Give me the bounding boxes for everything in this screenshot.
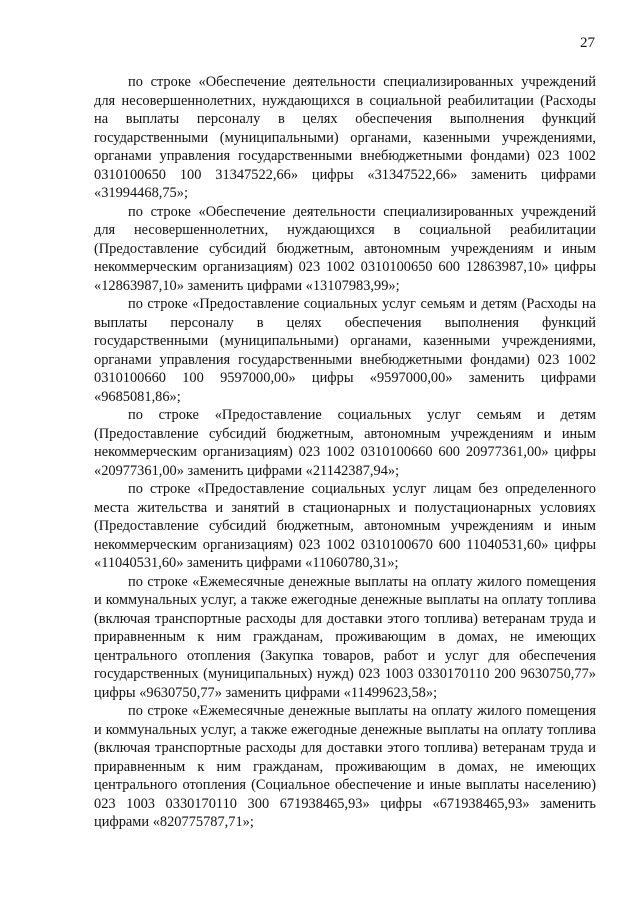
paragraph: по строке «Обеспечение деятельности специализированных учреждений для несовершеннолетних, нуждающихся в социальной реабилитации (Расходы на выплаты персоналу в целях обеспечения выполнения функций государственными (муниципальными) органами, казенными учреждениями, органами управления государственными внебюджетными фондами) 023 1002 0310100650 100 31347522,66» цифры «31347522,66» заменить цифрами «31994468,75»; (94, 74, 596, 201)
paragraph: по строке «Предоставление социальных услуг семьям и детям (Расходы на выплаты персоналу в целях обеспечения выполнения функций государственными (муниципальными) органами, казенными учреждениями, органами управления государственными внебюджетными фондами) 023 1002 0310100660 100 9597000,00» цифры «9597000,00» заменить цифрами «9685081,86»; (94, 296, 596, 405)
page-number: 27 (580, 35, 595, 51)
paragraph: по строке «Ежемесячные денежные выплаты на оплату жилого помещения и коммунальных услуг, а также ежегодные денежные выплаты на оплату топлива (включая транспортные расходы для доставки этого топлива) ветеранам труда и приравненным к ним гражданам, проживающим в домах, не имеющих центрального отопления (Закупка товаров, работ и услуг для обеспечения государственных (муниципальных) нужд) 023 1003 0330170110 200 9630750,77» цифры «9630750,77» заменить цифрами «11499623,58»; (94, 573, 596, 701)
paragraph: по строке «Предоставление социальных услуг лицам без определенного места жительства и занятий в стационарных и полустационарных условиях (Предоставление субсидий бюджетным, автономным учреждениям и иным некоммерческим организациям) 023 1002 0310100670 600 11040531,60» цифры «11040531,60» заменить цифрами «11060780,31»; (94, 481, 596, 571)
paragraph: по строке «Обеспечение деятельности специализированных учреждений для несовершеннолетних, нуждающихся в социальной реабилитации (Предоставление субсидий бюджетным, автономным учреждениям и иным некоммерческим организациям) 023 1002 0310100650 600 12863987,10» цифры «12863987,10» заменить цифрами «13107983,99»; (94, 203, 596, 294)
paragraph: по строке «Ежемесячные денежные выплаты на оплату жилого помещения и коммунальных услуг, а также ежегодные денежные выплаты на оплату топлива (включая транспортные расходы для доставки этого топлива) ветеранам труда и приравненным к ним гражданам, проживающим в домах, не имеющих центрального отопления (Социальное обеспечение и иные выплаты населению) 023 1003 0330170110 300 671938465,93» цифры «671938465,93» заменить цифрами «820775787,71»; (94, 703, 596, 830)
paragraph: по строке «Предоставление социальных услуг семьям и детям (Предоставление субсидий бюджетным, автономным учреждениям и иным некоммерческим организациям) 023 1002 0310100660 600 20977361,00» цифры «20977361,00» заменить цифрами «21142387,94»; (94, 407, 596, 479)
document-body (94, 73, 596, 832)
